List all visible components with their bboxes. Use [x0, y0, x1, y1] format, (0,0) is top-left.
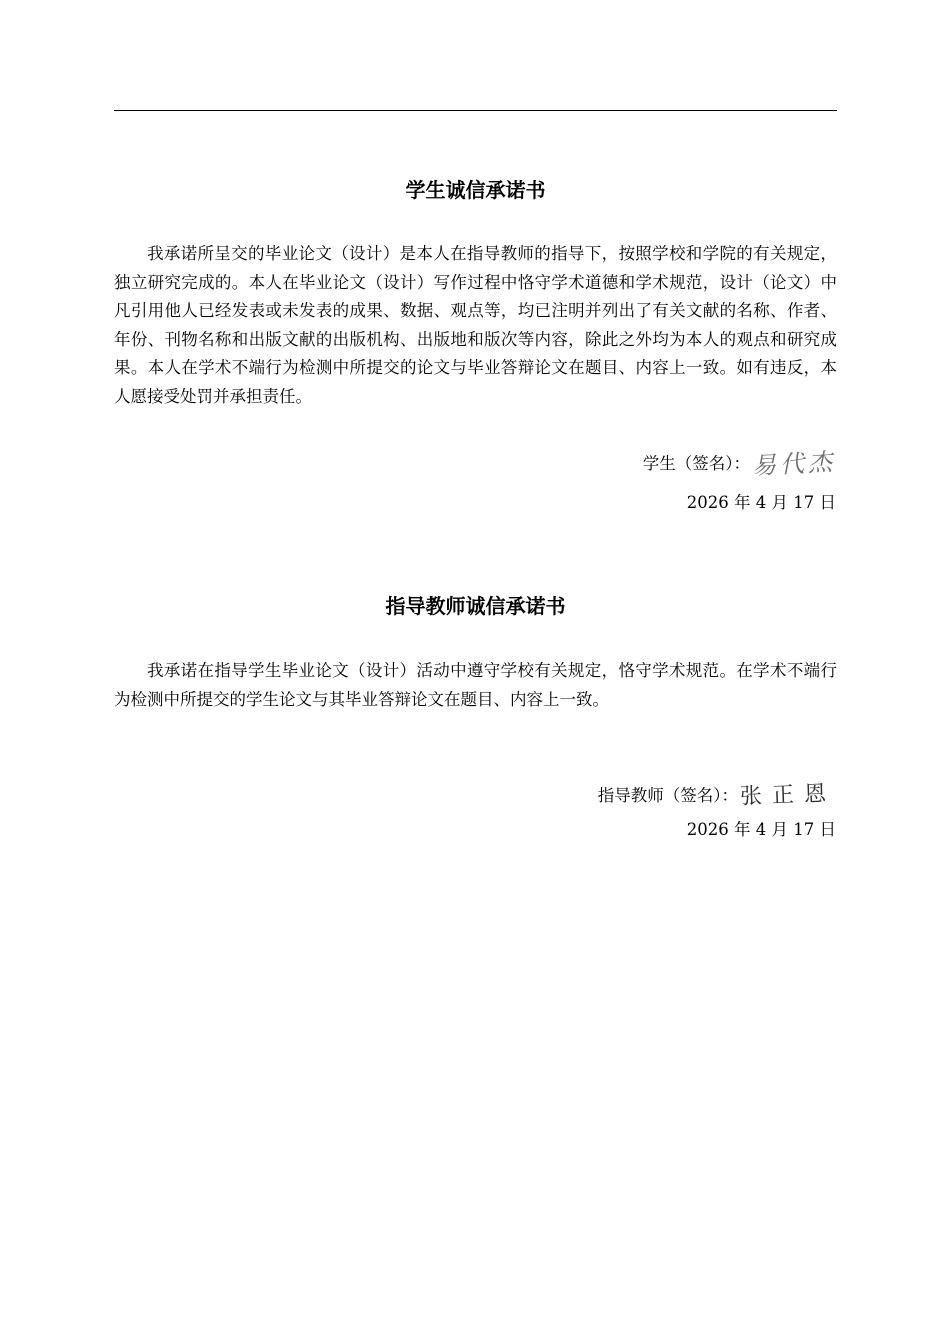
teacher-date: 2026 年 4 月 17 日	[686, 820, 836, 839]
student-pledge-body: 我承诺所呈交的毕业论文（设计）是本人在指导教师的指导下，按照学校和学院的有关规定，独立研究完成的。本人在毕业论文（设计）写作过程中恪守学术道德和学术规范，设计（论文）中凡引用他人已经发表或未发表的成果、数据、观点等，均已注明并列出了有关文献的名称、作者、年份、刊物名称和出版文献的出版机构、出版地和版次等内容，除此之外均为本人的观点和研究成果。本人在学术不端行为检测中所提交的论文与毕业答辩论文在题目、内容上一致。如有违反，本人愿接受处罚并承担责任。	[114, 244, 837, 406]
teacher-signature: 张正恩	[739, 781, 837, 810]
teacher-sign-label: 指导教师（签名）：	[597, 786, 738, 805]
top-rule	[114, 110, 837, 111]
student-pledge-title: 学生诚信承诺书	[405, 178, 546, 202]
student-pledge-section	[114, 176, 837, 204]
teacher-pledge-body: 我承诺在指导学生毕业论文（设计）活动中遵守学校有关规定，恪守学术规范。在学术不端行为检测中所提交的学生论文与其毕业答辩论文在题目、内容上一致。	[114, 661, 837, 709]
teacher-signature-line	[598, 782, 836, 810]
student-signature: 易代杰	[751, 447, 837, 481]
teacher-pledge-body-wrap	[114, 657, 837, 714]
student-sign-label: 学生（签名）：	[642, 454, 750, 473]
student-signature-line	[642, 447, 837, 481]
student-date: 2026 年 4 月 17 日	[686, 493, 836, 512]
teacher-pledge-title: 指导教师诚信承诺书	[385, 594, 566, 618]
student-pledge-body-wrap	[114, 240, 837, 411]
teacher-pledge-section	[114, 592, 837, 620]
